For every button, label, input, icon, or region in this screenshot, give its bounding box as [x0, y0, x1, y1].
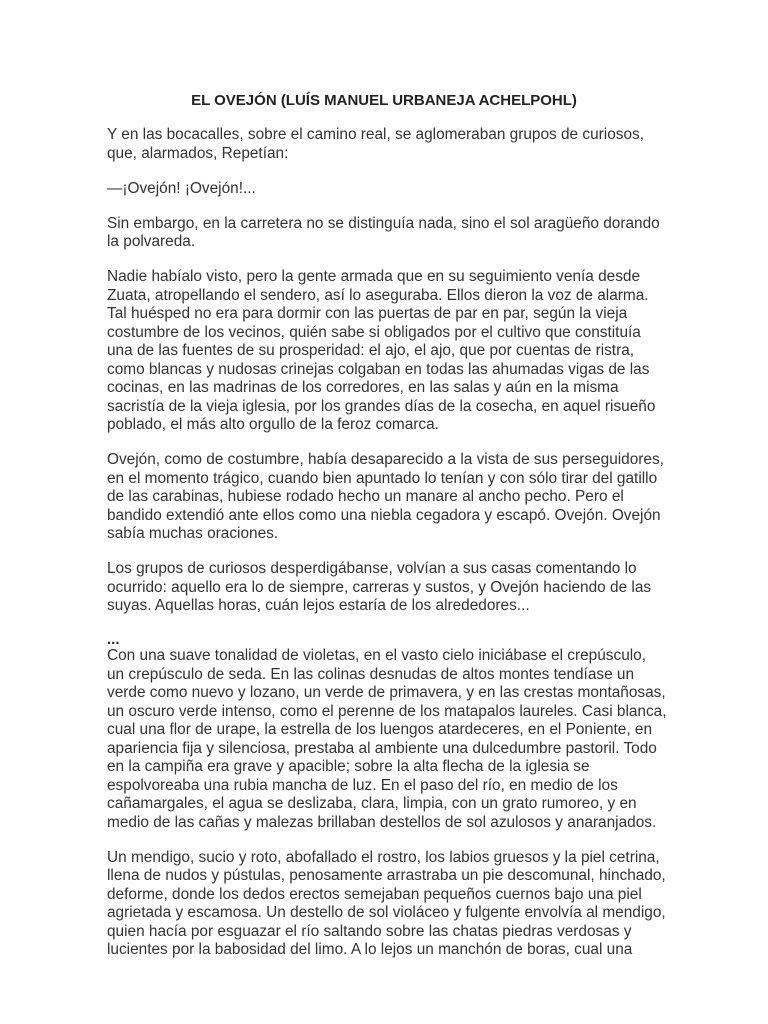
paragraph: Ovejón, como de costumbre, había desaparecido a la vista de sus perseguidores, en el momento trágico, cuando bien apuntado lo tenían y con sólo tirar del gatillo de las carabinas, hubiese rodado hecho un manare al ancho pecho. Pero el bandido extendió ante ellos como una niebla cegadora y escapó. Ovejón. Ovejón sabía muchas oraciones. — [107, 451, 664, 542]
document-title: EL OVEJÓN (LUÍS MANUEL URBANEJA ACHELPOHL) — [191, 92, 577, 109]
paragraph: Sin embargo, en la carretera no se distinguía nada, sino el sol aragüeño dorando la polvareda. — [107, 214, 660, 250]
paragraph: Un mendigo, sucio y roto, abofallado el rostro, los labios gruesos y la piel cetrina, llena de nudos y pústulas, penosamente arrastraba un pie descomunal, hinchado, deforme, donde los dedos erectos semejaban pequeños cuernos bajo una piel agrietada y escamosa. Un destello de sol violáceo y fulgente envolvía al mendigo, quien hacía por esguazar el río saltando sobre las chatas piedras verdosas y lucientes por la babosidad del limo. A lo lejos un manchón de boras, cual una — [107, 848, 666, 958]
paragraph: Y en las bocacalles, sobre el camino real, se aglomeraban grupos de curiosos, que, alarmados, Repetían: — [107, 126, 644, 162]
section-break: ... — [107, 631, 120, 648]
paragraph: Con una suave tonalidad de violetas, en el vasto cielo iniciábase el crepúsculo, un crepúsculo de seda. En las colinas desnudas de altos montes tendíase un verde como nuevo y lozano, un verde de primavera, y en las crestas montañosas, un oscuro verde intenso, como el perenne de los matapalos laureles. Casi blanca, cual una flor de urape, la estrella de los luengos atardeceres, en el Poniente, en apariencia fija y silenciosa, prestaba al ambiente una dulcedumbre pastoril. Todo en la campiña era grave y apacible; sobre la alta flecha de la iglesia se espolvoreaba una rubia mancha de luz. En el paso del río, en medio de los cañamargales, el agua se deslizaba, clara, limpia, con un grato rumoreo, y en medio de las cañas y malezas brillaban destellos de sol azulosos y anaranjados. — [107, 647, 667, 831]
document-body — [107, 126, 667, 960]
paragraph: Nadie habíalo visto, pero la gente armada que en su seguimiento venía desde Zuata, atropellando el sendero, así lo aseguraba. Ellos dieron la voz de alarma. Tal huésped no era para dormir con las puertas de par en par, según la vieja costumbre de los vecinos, quién sabe si obligados por el cultivo que constituía una de las fuentes de su prosperidad: el ajo, el ajo, que por cuentas de ristra, como blancas y nudosas crinejas colgaban en todas las ahumadas vigas de las cocinas, en las madrinas de los corredores, en las salas y aún en la misma sacristía de la vieja iglesia, por los grandes días de la cosecha, en aquel risueño poblado, el más alto orgullo de la feroz comarca. — [107, 268, 656, 433]
paragraph: Los grupos de curiosos desperdigábanse, volvían a sus casas comentando lo ocurrido: aquello era lo de siempre, carreras y sustos, y Ovejón haciendo de las suyas. Aquellas horas, cuán lejos estaría de los alrededores... — [107, 560, 652, 614]
paragraph: —¡Ovejón! ¡Ovejón!... — [107, 179, 256, 197]
